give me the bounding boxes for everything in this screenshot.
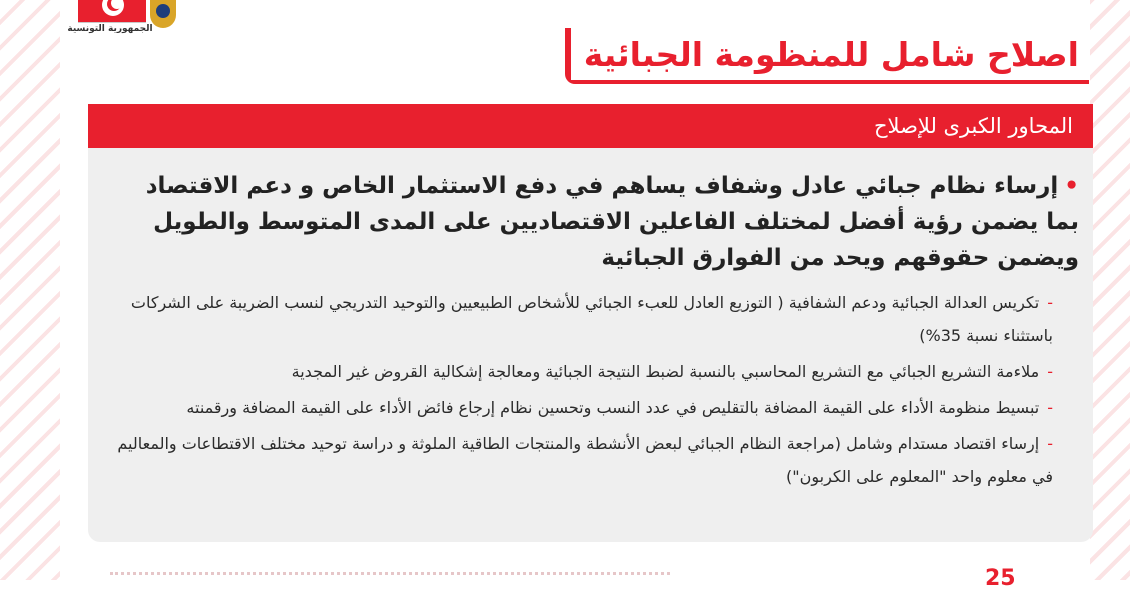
- dash-icon: -: [1047, 434, 1053, 453]
- government-label: الجمهورية التونسية: [67, 24, 153, 34]
- slide-title-box: [565, 28, 1089, 84]
- content-card: [88, 104, 1093, 542]
- list-item-text: إرساء اقتصاد مستدام وشامل (مراجعة النظام الجبائي لبعض الأنشطة والمنتجات الطاقية الملوثة و دراسة توحيد مختلف الاقتطاعات والمعاليم في معلوم واحد "المعلوم على الكربون"): [117, 434, 1053, 486]
- reform-list: [110, 286, 1053, 496]
- tunisia-flag-icon: [78, 0, 146, 23]
- list-item: [110, 391, 1053, 424]
- bullet-icon: •: [1064, 173, 1079, 199]
- lead-paragraph: [118, 168, 1079, 276]
- footer-divider: [110, 572, 670, 583]
- list-item: [110, 286, 1053, 352]
- section-header: [88, 104, 1093, 148]
- dash-icon: -: [1047, 362, 1053, 381]
- slide-title: اصلاح شامل للمنظومة الجبائية: [583, 34, 1079, 74]
- list-item: [110, 427, 1053, 493]
- list-item-text: تكريس العدالة الجبائية ودعم الشفافية ( التوزيع العادل للعبء الجبائي للأشخاص الطبيعيين والتوحيد التدريجي لنسب الضريبة على الشركات باستثناء نسبة 35%): [130, 293, 1053, 345]
- page-number: 25: [985, 566, 1016, 591]
- list-item-text: تبسيط منظومة الأداء على القيمة المضافة بالتقليص في عدد النسب وتحسين نظام إرجاع فائض الأداء على القيمة المضافة ورقمنته: [186, 398, 1040, 417]
- dash-icon: -: [1047, 398, 1053, 417]
- lead-text: إرساء نظام جبائي عادل وشفاف يساهم في دفع الاستثمار الخاص و دعم الاقتصاد بما يضمن رؤية أفضل لمختلف الفاعلين الاقتصاديين على المدى المتوسط والطويل ويضمن حقوقهم ويحد من الفوارق الجبائية: [145, 173, 1079, 271]
- section-heading: المحاور الكبرى للإصلاح: [874, 114, 1073, 138]
- list-item: [110, 355, 1053, 388]
- list-item-text: ملاءمة التشريع الجبائي مع التشريع المحاسبي بالنسبة لضبط النتيجة الجبائية ومعالجة إشكالية القروض غير المجدية: [291, 362, 1040, 381]
- dash-icon: -: [1047, 293, 1053, 312]
- government-logo: [58, 0, 188, 44]
